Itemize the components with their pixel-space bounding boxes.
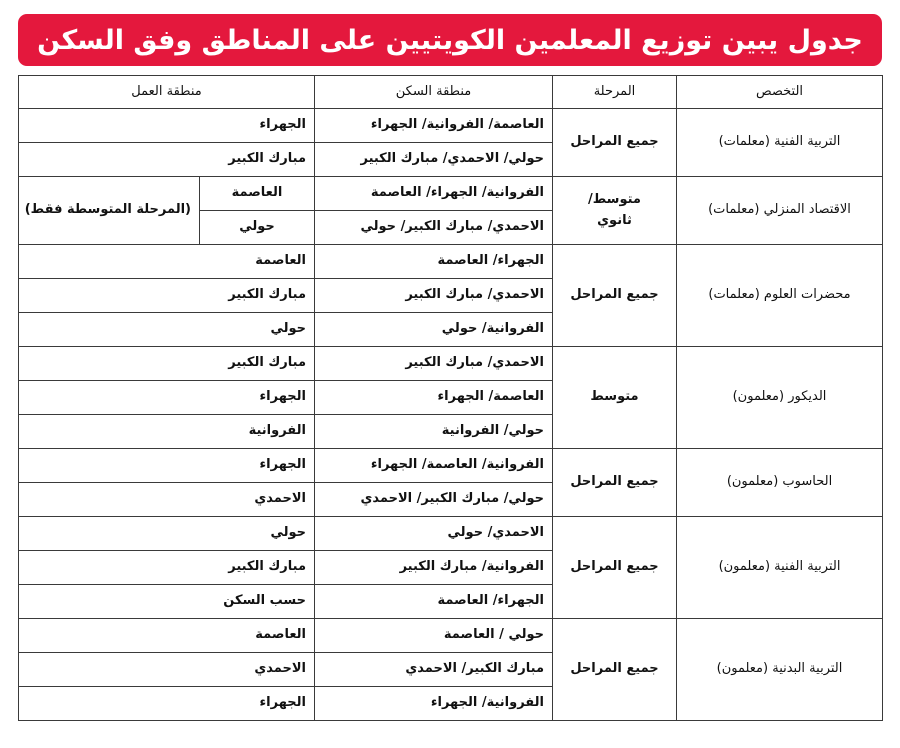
table-row bbox=[19, 109, 883, 143]
residence-cell: الفروانية/ الجهراء/ العاصمة bbox=[315, 177, 553, 211]
work-cell: العاصمة bbox=[200, 177, 315, 211]
table-row bbox=[19, 449, 883, 483]
residence-cell: حولي/ الفروانية bbox=[315, 415, 553, 449]
residence-cell: العاصمة/ الجهراء bbox=[315, 381, 553, 415]
stage-line: متوسط/ bbox=[588, 192, 641, 208]
header-work: منطقة العمل bbox=[19, 76, 315, 109]
work-cell: مبارك الكبير bbox=[19, 279, 315, 313]
work-cell: حسب السكن bbox=[19, 585, 315, 619]
title-bar bbox=[18, 14, 882, 66]
distribution-table bbox=[18, 75, 883, 721]
residence-cell: حولي/ الاحمدي/ مبارك الكبير bbox=[315, 143, 553, 177]
residence-cell: الجهراء/ العاصمة bbox=[315, 585, 553, 619]
work-cell: مبارك الكبير bbox=[19, 347, 315, 381]
specialization-cell: الحاسوب (معلمون) bbox=[677, 449, 883, 517]
stage-cell: جميع المراحل bbox=[553, 517, 677, 619]
work-cell: الفروانية bbox=[19, 415, 315, 449]
table-row bbox=[19, 177, 883, 211]
specialization-cell: التربية الفنية (معلمات) bbox=[677, 109, 883, 177]
work-cell: مبارك الكبير bbox=[19, 143, 315, 177]
work-cell: حولي bbox=[19, 517, 315, 551]
residence-cell: العاصمة/ الفروانية/ الجهراء bbox=[315, 109, 553, 143]
header-residence: منطقة السكن bbox=[315, 76, 553, 109]
work-cell: العاصمة bbox=[19, 245, 315, 279]
stage-cell: جميع المراحل bbox=[553, 245, 677, 347]
residence-cell: الفروانية/ العاصمة/ الجهراء bbox=[315, 449, 553, 483]
table-row bbox=[19, 245, 883, 279]
specialization-cell: الديكور (معلمون) bbox=[677, 347, 883, 449]
residence-cell: الاحمدي/ مبارك الكبير bbox=[315, 279, 553, 313]
table-row bbox=[19, 347, 883, 381]
specialization-cell: التربية البدنية (معلمون) bbox=[677, 619, 883, 721]
work-cell: مبارك الكبير bbox=[19, 551, 315, 585]
header-stage: المرحلة bbox=[553, 76, 677, 109]
header-row bbox=[19, 76, 883, 109]
work-note-cell: (المرحلة المتوسطة فقط) bbox=[19, 177, 200, 245]
table-row bbox=[19, 517, 883, 551]
stage-line: ثانوي bbox=[597, 212, 632, 228]
header-specialization: التخصص bbox=[677, 76, 883, 109]
work-cell: العاصمة bbox=[19, 619, 315, 653]
specialization-cell: التربية الفنية (معلمون) bbox=[677, 517, 883, 619]
work-cell: الجهراء bbox=[19, 449, 315, 483]
work-cell: الجهراء bbox=[19, 687, 315, 721]
table-title: جدول يبين توزيع المعلمين الكويتيين على المناطق وفق السكن bbox=[37, 24, 863, 56]
stage-cell: جميع المراحل bbox=[553, 619, 677, 721]
table-row bbox=[19, 619, 883, 653]
work-cell: حولي bbox=[19, 313, 315, 347]
residence-cell: الاحمدي/ مبارك الكبير/ حولي bbox=[315, 211, 553, 245]
residence-cell: حولي / العاصمة bbox=[315, 619, 553, 653]
residence-cell: الاحمدي/ مبارك الكبير bbox=[315, 347, 553, 381]
stage-cell bbox=[553, 177, 677, 245]
stage-cell: متوسط bbox=[553, 347, 677, 449]
residence-cell: الفروانية/ الجهراء bbox=[315, 687, 553, 721]
residence-cell: الاحمدي/ حولي bbox=[315, 517, 553, 551]
residence-cell: حولي/ مبارك الكبير/ الاحمدي bbox=[315, 483, 553, 517]
specialization-cell: محضرات العلوم (معلمات) bbox=[677, 245, 883, 347]
residence-cell: الفروانية/ حولي bbox=[315, 313, 553, 347]
work-cell: الاحمدي bbox=[19, 653, 315, 687]
stage-cell: جميع المراحل bbox=[553, 109, 677, 177]
residence-cell: الفروانية/ مبارك الكبير bbox=[315, 551, 553, 585]
residence-cell: مبارك الكبير/ الاحمدي bbox=[315, 653, 553, 687]
stage-cell: جميع المراحل bbox=[553, 449, 677, 517]
work-cell: الجهراء bbox=[19, 381, 315, 415]
residence-cell: الجهراء/ العاصمة bbox=[315, 245, 553, 279]
specialization-cell: الاقتصاد المنزلي (معلمات) bbox=[677, 177, 883, 245]
work-cell: الجهراء bbox=[19, 109, 315, 143]
work-cell: حولي bbox=[200, 211, 315, 245]
work-cell: الاحمدي bbox=[19, 483, 315, 517]
